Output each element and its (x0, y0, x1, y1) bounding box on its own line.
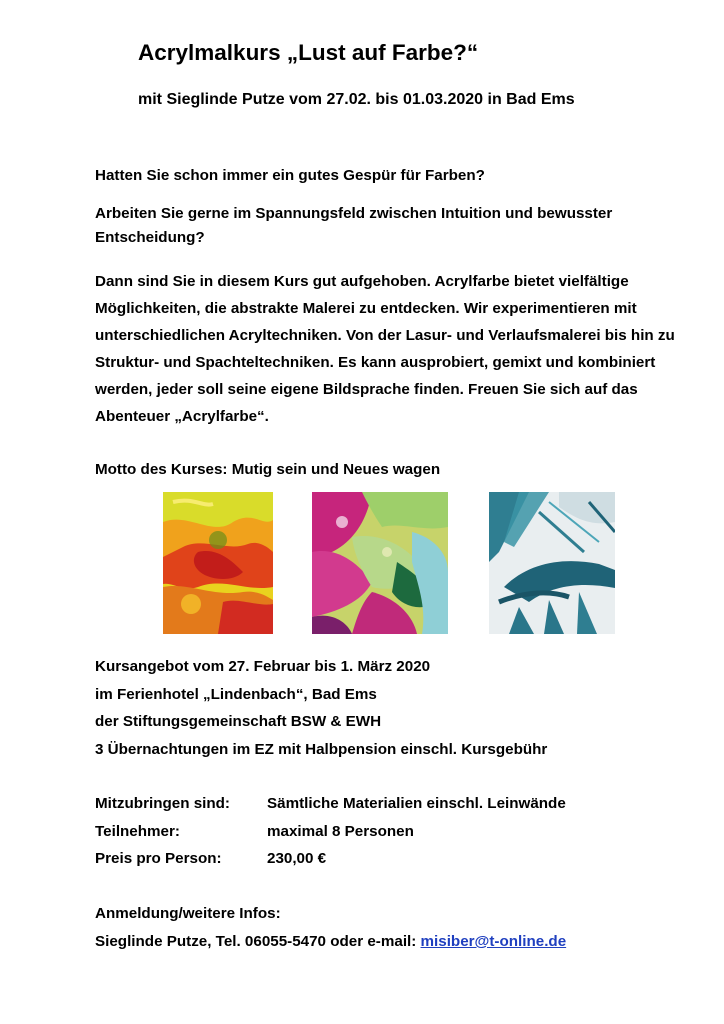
materials-value: Sämtliche Materialien einschl. Leinwände (267, 795, 566, 812)
details-row-participants (95, 818, 566, 846)
price-value: 230,00 € (267, 850, 327, 867)
document-subtitle: mit Sieglinde Putze vom 27.02. bis 01.03.2020 in Bad Ems (138, 91, 575, 108)
details-table (95, 790, 566, 873)
painting-image-warm (163, 492, 273, 634)
offer-dates: Kursangebot vom 27. Februar bis 1. März 2020 (95, 658, 431, 675)
painting-image-magenta (312, 492, 448, 634)
intro-question-2: Arbeiten Sie gerne im Spannungsfeld zwischen Intuition und bewusster Entscheidung? (95, 205, 613, 246)
document-title: Acrylmalkurs „Lust auf Farbe?“ (138, 40, 479, 65)
offer-accommodation: 3 Übernachtungen im EZ mit Halbpension einschl. Kursgebühr (95, 740, 548, 758)
details-row-materials (95, 790, 566, 818)
email-link[interactable]: misiber@t-online.de (420, 933, 567, 950)
intro-question-1: Hatten Sie schon immer ein gutes Gespür für Farben? (95, 167, 485, 184)
intro-paragraph: Dann sind Sie in diesem Kurs gut aufgehoben. Acrylfarbe bietet vielfältige Möglichkeiten, die abstrakte Malerei zu entdecken. Wir experimentieren mit unterschiedlichen Acryltechniken. Von der Lasur- und Verlaufsmalerei bis hin zu Struktur- und Spachteltechniken. Es kann ausprobiert, gemixt und kombiniert werden, jeder soll seine eigene Bildsprache finden. Freuen Sie sich auf das Abenteuer „Acrylfarbe“. (95, 273, 675, 425)
painting-image-teal (489, 492, 615, 634)
contact-block (95, 900, 566, 956)
course-motto: Motto des Kurses: Mutig sein und Neues wagen (95, 461, 441, 478)
contact-heading: Anmeldung/weitere Infos: (95, 905, 281, 922)
contact-text: Sieglinde Putze, Tel. 06055-5470 oder e-mail: (95, 933, 421, 950)
contact-line (95, 928, 566, 956)
materials-label: Mitzubringen sind: (95, 795, 230, 812)
offer-block (95, 653, 547, 763)
price-label: Preis pro Person: (95, 850, 222, 867)
participants-label: Teilnehmer: (95, 822, 180, 840)
offer-organizer: der Stiftungsgemeinschaft BSW & EWH (95, 713, 382, 730)
participants-value: maximal 8 Personen (267, 822, 414, 840)
offer-hotel: im Ferienhotel „Lindenbach“, Bad Ems (95, 685, 377, 703)
details-row-price (95, 845, 566, 873)
